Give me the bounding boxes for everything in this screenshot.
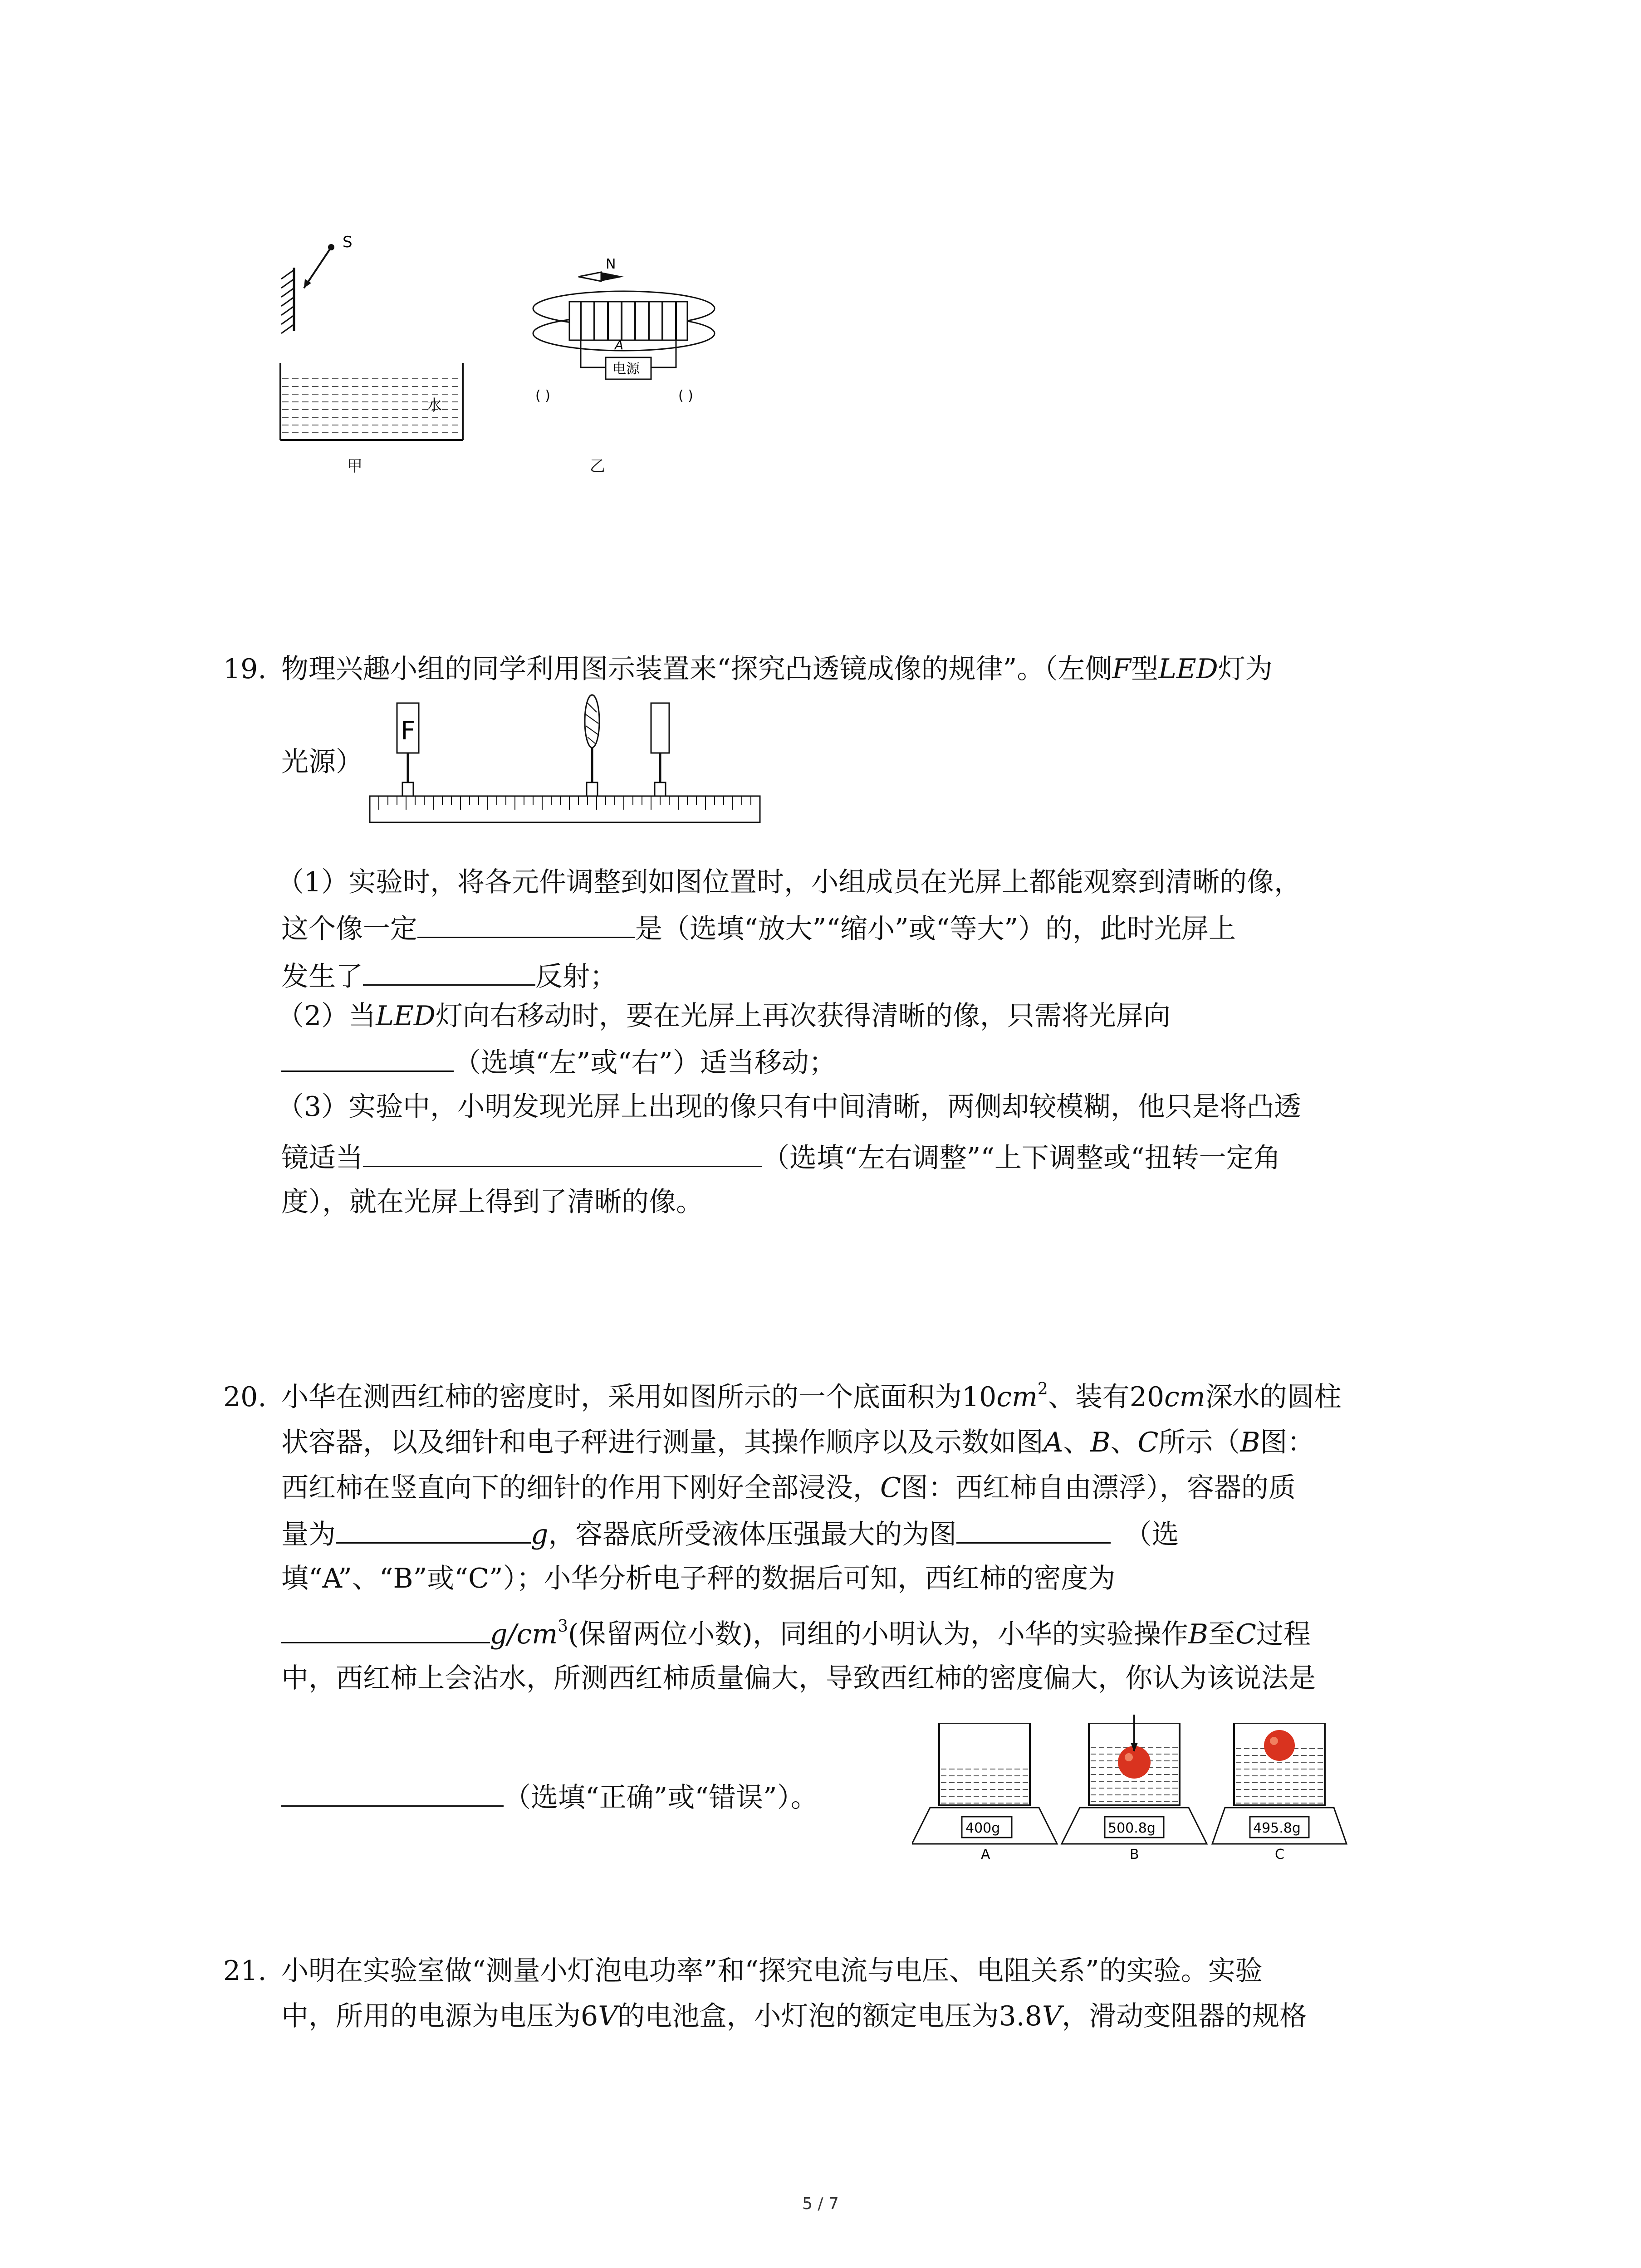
q19-blank-direction[interactable]	[281, 1043, 454, 1072]
q20-area-num: 10	[962, 1381, 997, 1413]
q19-p1-b2: 是（选填“放大”“缩小”或“等大”）的，此时光屏上	[635, 913, 1236, 945]
q19-intro-text3: 灯为	[1218, 653, 1273, 685]
scale-c-reading: 495.8g	[1253, 1820, 1301, 1836]
left-terminal-paren: ( )	[535, 388, 550, 404]
q20-l6-c: 过程	[1256, 1618, 1311, 1650]
q20-blank-judgement[interactable]	[281, 1778, 504, 1807]
q20-l4-c: （选	[1124, 1519, 1179, 1550]
q20-line4	[281, 1515, 1179, 1553]
q20-l2-c: 、	[1110, 1427, 1138, 1458]
figure-yi	[492, 259, 746, 449]
q21-line2	[281, 1998, 1307, 2034]
q20-l6-C: C	[1235, 1618, 1256, 1650]
q20-depth-unit: cm	[1164, 1381, 1205, 1413]
q19-p1-line3	[281, 957, 617, 995]
q20-unit-exp: 3	[558, 1617, 568, 1636]
water-label: 水	[426, 396, 442, 415]
q19-number: 19.	[223, 653, 267, 685]
q19-blank-image-size[interactable]	[417, 909, 635, 938]
q20-depth-num: 20	[1129, 1381, 1165, 1413]
scale-c	[1212, 1724, 1347, 1862]
scale-a-reading: 400g	[965, 1820, 1000, 1836]
q19-p3-line3: 度），就在光屏上得到了清晰的像。	[281, 1186, 703, 1218]
q19-p2-led: LED	[376, 1000, 436, 1032]
q19-intro-text1: 物理兴趣小组的同学利用图示装置来“探究凸透镜成像的规律”。（左侧	[281, 653, 1112, 685]
q20-line1	[281, 1379, 1342, 1415]
q19-p2-a2: 灯向右移动时，要在光屏上再次获得清晰的像，只需将光屏向	[435, 1000, 1171, 1032]
q20-blank-mass[interactable]	[336, 1515, 531, 1544]
q19-p1-c2: 反射；	[535, 961, 617, 992]
q19-p1-line1: （1）实验时，将各元件调整到如图位置时，小组成员在光屏上都能观察到清晰的像，	[277, 866, 1302, 898]
q20-l2-e: 图：	[1260, 1427, 1315, 1458]
q21-l2-b: 的电池盒，小灯泡的额定电压为	[617, 2000, 999, 2032]
q20-unit-slash: /	[507, 1618, 517, 1650]
q20-unit-cm: cm	[516, 1618, 558, 1650]
figure-yi-label: 乙	[590, 457, 605, 475]
q19-p2-b: （选填“左”或“右”）适当移动；	[454, 1047, 836, 1079]
q20-l1-b: 、装有	[1048, 1381, 1130, 1413]
q19-blank-reflection[interactable]	[363, 957, 535, 986]
q20-line2	[281, 1424, 1314, 1461]
q20-area-unit: cm	[996, 1381, 1038, 1413]
optical-bench-figure	[361, 694, 769, 826]
q20-l3-b: 图：西红柿自由漂浮），容器的质	[901, 1472, 1296, 1504]
q19-p1-line2	[281, 909, 1236, 947]
q21-l2-a: 中，所用的电源为电压为	[281, 2000, 581, 2032]
q21-line1: 小明在实验室做“测量小灯泡电功率”和“探究电流与电压、电阻关系”的实验。实验	[281, 1955, 1263, 1987]
q20-l3-a: 西红柿在竖直向下的细针的作用下刚好全部浸没，	[281, 1472, 880, 1504]
q20-unit-g: g	[490, 1618, 508, 1650]
scale-c-label: C	[1275, 1847, 1284, 1862]
bench-f-letter: F	[401, 716, 416, 746]
q20-l2-b: 、	[1063, 1427, 1091, 1458]
q19-intro-f: F	[1112, 653, 1131, 685]
q20-blank-figure[interactable]	[956, 1515, 1111, 1544]
figure-jia	[268, 227, 476, 481]
q21-voltage-source: 6	[581, 2000, 598, 2032]
q20-l1-a: 小华在测西红柿的密度时，采用如图所示的一个底面积为	[281, 1381, 962, 1413]
q20-l4-a: 量为	[281, 1519, 336, 1550]
q21-unit-v1: V	[598, 2000, 618, 2032]
q19-p1-c1: 发生了	[281, 961, 363, 992]
q19-intro-led: LED	[1158, 653, 1218, 685]
q19-intro-text2: 型	[1131, 653, 1158, 685]
q19-p2-line1	[277, 998, 1171, 1034]
q19-intro-line1	[281, 651, 1273, 687]
q20-l1-c: 深水的圆柱	[1205, 1381, 1342, 1413]
q20-l2-B: B	[1090, 1427, 1111, 1458]
q20-line8	[281, 1778, 818, 1816]
q20-line5: 填“A”、“B”或“C”）；小华分析电子秤的数据后可知，西红柿的密度为	[281, 1563, 1116, 1594]
q20-l2-A: A	[1043, 1427, 1063, 1458]
q20-line7: 中，西红柿上会沾水，所测西红柿质量偏大，导致西红柿的密度偏大，你认为该说法是	[281, 1662, 1316, 1694]
scale-b-label: B	[1130, 1847, 1139, 1862]
q19-p3-b2: （选填“左右调整”“上下调整或“扭转一定角	[762, 1142, 1281, 1174]
q19-p3-b1: 镜适当	[281, 1142, 363, 1174]
q19-p2-line2	[281, 1043, 836, 1081]
q19-p3-line1: （3）实验中，小明发现光屏上出现的像只有中间清晰，两侧却较模糊，他只是将凸透	[277, 1091, 1302, 1123]
q19-blank-adjust[interactable]	[363, 1139, 762, 1167]
right-terminal-paren: ( )	[678, 388, 693, 404]
q20-blank-density[interactable]	[281, 1615, 490, 1643]
q20-l3-C: C	[880, 1472, 901, 1504]
point-s-label: S	[343, 233, 353, 251]
q19-p2-a1: （2）当	[277, 1000, 376, 1032]
tomato-c-icon	[1264, 1730, 1295, 1761]
compass-n-label: N	[606, 259, 616, 272]
q20-l2-B2: B	[1240, 1427, 1260, 1458]
q20-l6-B: B	[1188, 1618, 1208, 1650]
scale-b	[1062, 1715, 1207, 1862]
scales-figure	[912, 1715, 1347, 1896]
q20-l4-g: g	[531, 1519, 549, 1550]
scale-a-label: A	[981, 1847, 990, 1862]
q20-number: 20.	[223, 1381, 267, 1413]
q20-line3	[281, 1470, 1296, 1506]
scale-b-reading: 500.8g	[1108, 1820, 1156, 1836]
figure-jia-label: 甲	[347, 457, 362, 475]
q20-l8: （选填“正确”或“错误”）。	[504, 1782, 818, 1813]
page-number: 5 / 7	[802, 2195, 839, 2213]
power-supply-label: 电源	[612, 361, 640, 377]
scale-a	[912, 1724, 1057, 1862]
q21-unit-v2: V	[1042, 2000, 1062, 2032]
q20-l6-a: (保留两位小数)，同组的小明认为，小华的实验操作	[568, 1618, 1188, 1650]
q19-p1-b1: 这个像一定	[281, 913, 417, 945]
q20-l2-d: 所示（	[1158, 1427, 1240, 1458]
q20-l2-C: C	[1137, 1427, 1159, 1458]
q21-voltage-rated: 3.8	[999, 2000, 1042, 2032]
q21-l2-c: ，滑动变阻器的规格	[1062, 2000, 1307, 2032]
point-a-label: A	[615, 337, 624, 352]
q20-line6	[281, 1615, 1311, 1652]
q19-intro-line2: 光源）	[281, 746, 363, 778]
q20-l4-b: ，容器底所受液体压强最大的为图	[548, 1519, 957, 1550]
q20-l2-a: 状容器，以及细针和电子秤进行测量，其操作顺序以及示数如图	[281, 1427, 1043, 1458]
q20-l6-b: 至	[1208, 1618, 1235, 1650]
q20-area-exp: 2	[1037, 1380, 1048, 1398]
q19-p3-line2	[281, 1139, 1281, 1176]
q21-number: 21.	[223, 1955, 267, 1987]
